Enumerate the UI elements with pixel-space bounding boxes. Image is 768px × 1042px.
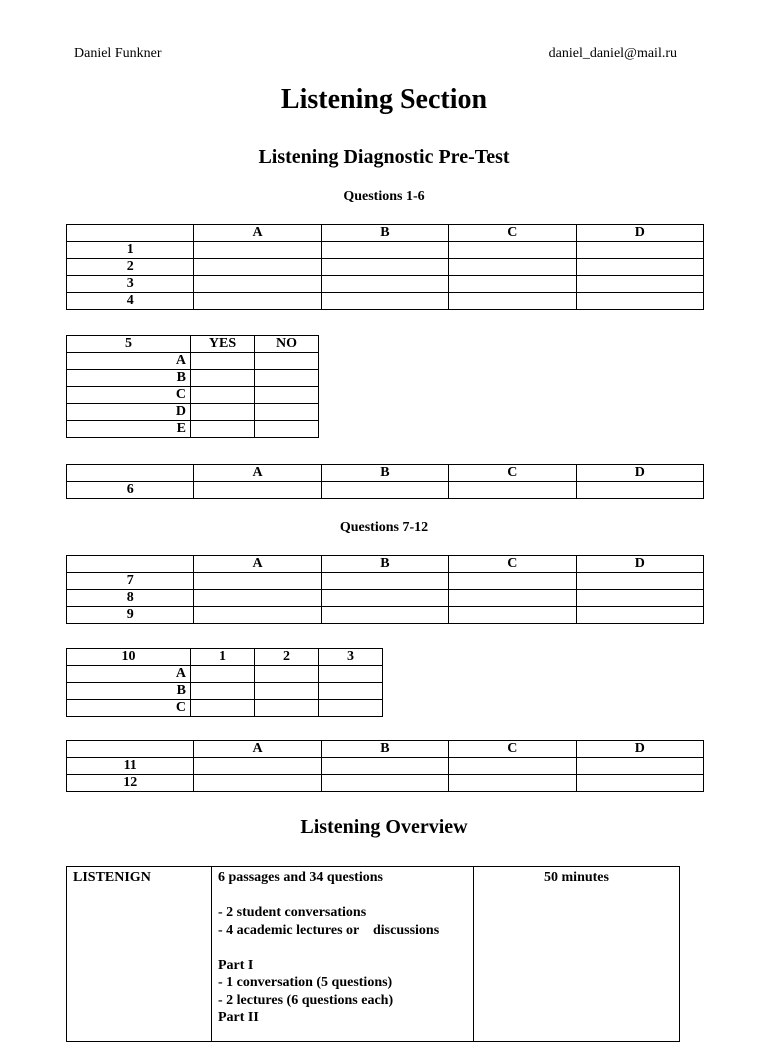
answer-cell[interactable] <box>449 242 576 259</box>
answer-cell[interactable] <box>576 573 703 590</box>
overview-detail-line: Part I <box>218 957 254 973</box>
table-row <box>67 259 704 276</box>
answer-cell[interactable] <box>255 666 319 683</box>
answer-grid-q5 <box>66 335 319 438</box>
answer-cell[interactable] <box>194 482 321 499</box>
row-label: 2 <box>67 259 194 276</box>
table-row <box>67 700 383 717</box>
table-row <box>67 387 319 404</box>
overview-detail-line: - 2 lectures (6 questions each) <box>218 992 394 1008</box>
row-label: 12 <box>67 775 194 792</box>
answer-cell[interactable] <box>255 404 319 421</box>
answer-cell[interactable] <box>194 758 321 775</box>
column-header: B <box>321 741 448 758</box>
header-cell-blank <box>67 225 194 242</box>
column-header: 1 <box>191 649 255 666</box>
answer-cell[interactable] <box>194 775 321 792</box>
answer-cell[interactable] <box>321 242 448 259</box>
grid-header-row <box>67 556 704 573</box>
table-row <box>67 482 704 499</box>
answer-cell[interactable] <box>449 590 576 607</box>
overview-section: LISTENIGN <box>73 870 151 885</box>
table-row <box>67 590 704 607</box>
answer-cell[interactable] <box>321 573 448 590</box>
row-label: 7 <box>67 573 194 590</box>
answer-cell[interactable] <box>191 666 255 683</box>
table-row <box>67 683 383 700</box>
answer-cell[interactable] <box>191 700 255 717</box>
answer-grid-q1-4 <box>66 224 704 310</box>
answer-cell[interactable] <box>191 387 255 404</box>
question-number: 10 <box>67 649 191 666</box>
column-header: C <box>449 556 576 573</box>
answer-cell[interactable] <box>321 276 448 293</box>
column-header: C <box>449 465 576 482</box>
answer-cell[interactable] <box>255 700 319 717</box>
row-label: 3 <box>67 276 194 293</box>
answer-cell[interactable] <box>321 590 448 607</box>
row-label: C <box>67 387 191 404</box>
overview-detail-line: Part II <box>218 1010 259 1025</box>
answer-cell[interactable] <box>449 758 576 775</box>
answer-grid-q6 <box>66 464 704 499</box>
table-row <box>67 573 704 590</box>
question-number: 5 <box>67 336 191 353</box>
column-header: D <box>576 556 703 573</box>
answer-grid-q10 <box>66 648 383 717</box>
column-header: D <box>576 465 703 482</box>
grid-header-row <box>67 649 383 666</box>
answer-cell[interactable] <box>576 276 703 293</box>
table-row <box>67 242 704 259</box>
table-row <box>67 775 704 792</box>
row-label: A <box>67 666 191 683</box>
table-row <box>67 353 319 370</box>
grid-header-row <box>67 225 704 242</box>
table-row <box>67 607 704 624</box>
answer-cell[interactable] <box>321 259 448 276</box>
answer-cell[interactable] <box>449 607 576 624</box>
column-header: B <box>321 225 448 242</box>
answer-cell[interactable] <box>449 573 576 590</box>
answer-cell[interactable] <box>191 683 255 700</box>
column-header: B <box>321 465 448 482</box>
answer-cell[interactable] <box>449 276 576 293</box>
overview-detail-line: - 2 student conversations <box>218 905 367 920</box>
answer-cell[interactable] <box>576 590 703 607</box>
grid-header-row <box>67 465 704 482</box>
column-header: NO <box>255 336 319 353</box>
answer-cell[interactable] <box>194 259 321 276</box>
answer-cell[interactable] <box>449 775 576 792</box>
row-label: 9 <box>67 607 194 624</box>
answer-cell[interactable] <box>576 482 703 499</box>
overview-details-cell <box>212 867 474 1042</box>
answer-cell[interactable] <box>321 607 448 624</box>
column-header: C <box>449 741 576 758</box>
answer-cell[interactable] <box>321 775 448 792</box>
answer-cell[interactable] <box>194 573 321 590</box>
answer-cell[interactable] <box>255 353 319 370</box>
row-label: 6 <box>67 482 194 499</box>
questions-7-12-label: Questions 7-12 <box>339 520 429 535</box>
answer-cell[interactable] <box>449 259 576 276</box>
header-cell-blank <box>67 556 194 573</box>
answer-cell[interactable] <box>576 259 703 276</box>
column-header: A <box>194 465 321 482</box>
row-label: A <box>67 353 191 370</box>
row-label: D <box>67 404 191 421</box>
answer-cell[interactable] <box>194 607 321 624</box>
table-row <box>67 404 319 421</box>
author-email: daniel_daniel@mail.ru <box>548 46 677 61</box>
answer-cell[interactable] <box>449 482 576 499</box>
answer-cell[interactable] <box>449 293 576 310</box>
table-row <box>67 370 319 387</box>
overview-detail-line: - 1 conversation (5 questions) <box>218 975 393 990</box>
answer-cell[interactable] <box>576 775 703 792</box>
overview-section-cell <box>67 867 212 1042</box>
column-header: YES <box>191 336 255 353</box>
table-row <box>67 867 680 1042</box>
table-row <box>67 276 704 293</box>
author-name: Daniel Funkner <box>74 46 162 61</box>
row-label: 8 <box>67 590 194 607</box>
column-header: B <box>321 556 448 573</box>
table-row <box>67 421 319 438</box>
answer-cell[interactable] <box>255 370 319 387</box>
row-label: B <box>67 370 191 387</box>
column-header: A <box>194 556 321 573</box>
answer-cell[interactable] <box>194 590 321 607</box>
answer-cell[interactable] <box>194 242 321 259</box>
header-cell-blank <box>67 741 194 758</box>
grid-header-row <box>67 741 704 758</box>
header-cell-blank <box>67 465 194 482</box>
row-label: B <box>67 683 191 700</box>
column-header: 2 <box>255 649 319 666</box>
answer-cell[interactable] <box>576 242 703 259</box>
overview-detail-line <box>218 887 467 905</box>
answer-grid-q11-12 <box>66 740 704 792</box>
table-row <box>67 293 704 310</box>
row-label: C <box>67 700 191 717</box>
answer-cell[interactable] <box>319 666 383 683</box>
answer-cell[interactable] <box>191 404 255 421</box>
answer-cell[interactable] <box>321 758 448 775</box>
overview-detail-line: - 4 academic lectures or discussions <box>218 922 440 938</box>
row-label: 11 <box>67 758 194 775</box>
answer-cell[interactable] <box>319 683 383 700</box>
overview-heading: Listening Overview <box>300 816 468 838</box>
column-header: D <box>576 741 703 758</box>
table-row <box>67 758 704 775</box>
answer-cell[interactable] <box>576 293 703 310</box>
answer-cell[interactable] <box>255 387 319 404</box>
answer-cell[interactable] <box>255 683 319 700</box>
page-title: Listening Section <box>280 84 488 115</box>
column-header: A <box>194 225 321 242</box>
answer-cell[interactable] <box>576 607 703 624</box>
grid-header-row <box>67 336 319 353</box>
answer-cell[interactable] <box>255 421 319 438</box>
column-header: 3 <box>319 649 383 666</box>
overview-table <box>66 866 680 1042</box>
overview-detail-line <box>218 939 467 957</box>
column-header: C <box>449 225 576 242</box>
answer-cell[interactable] <box>191 421 255 438</box>
answer-grid-q7-9 <box>66 555 704 624</box>
answer-cell[interactable] <box>194 276 321 293</box>
overview-time-cell <box>474 867 680 1042</box>
column-header: D <box>576 225 703 242</box>
column-header: A <box>194 741 321 758</box>
overview-detail-line: 6 passages and 34 questions <box>218 870 383 885</box>
answer-cell[interactable] <box>319 700 383 717</box>
overview-time: 50 minutes <box>544 870 609 885</box>
table-row <box>67 666 383 683</box>
answer-cell[interactable] <box>576 758 703 775</box>
answer-cell[interactable] <box>321 293 448 310</box>
questions-1-6-label: Questions 1-6 <box>343 189 425 204</box>
page-subtitle: Listening Diagnostic Pre-Test <box>258 146 510 168</box>
answer-cell[interactable] <box>321 482 448 499</box>
row-label: 4 <box>67 293 194 310</box>
answer-cell[interactable] <box>191 370 255 387</box>
row-label: E <box>67 421 191 438</box>
answer-cell[interactable] <box>191 353 255 370</box>
answer-cell[interactable] <box>194 293 321 310</box>
row-label: 1 <box>67 242 194 259</box>
